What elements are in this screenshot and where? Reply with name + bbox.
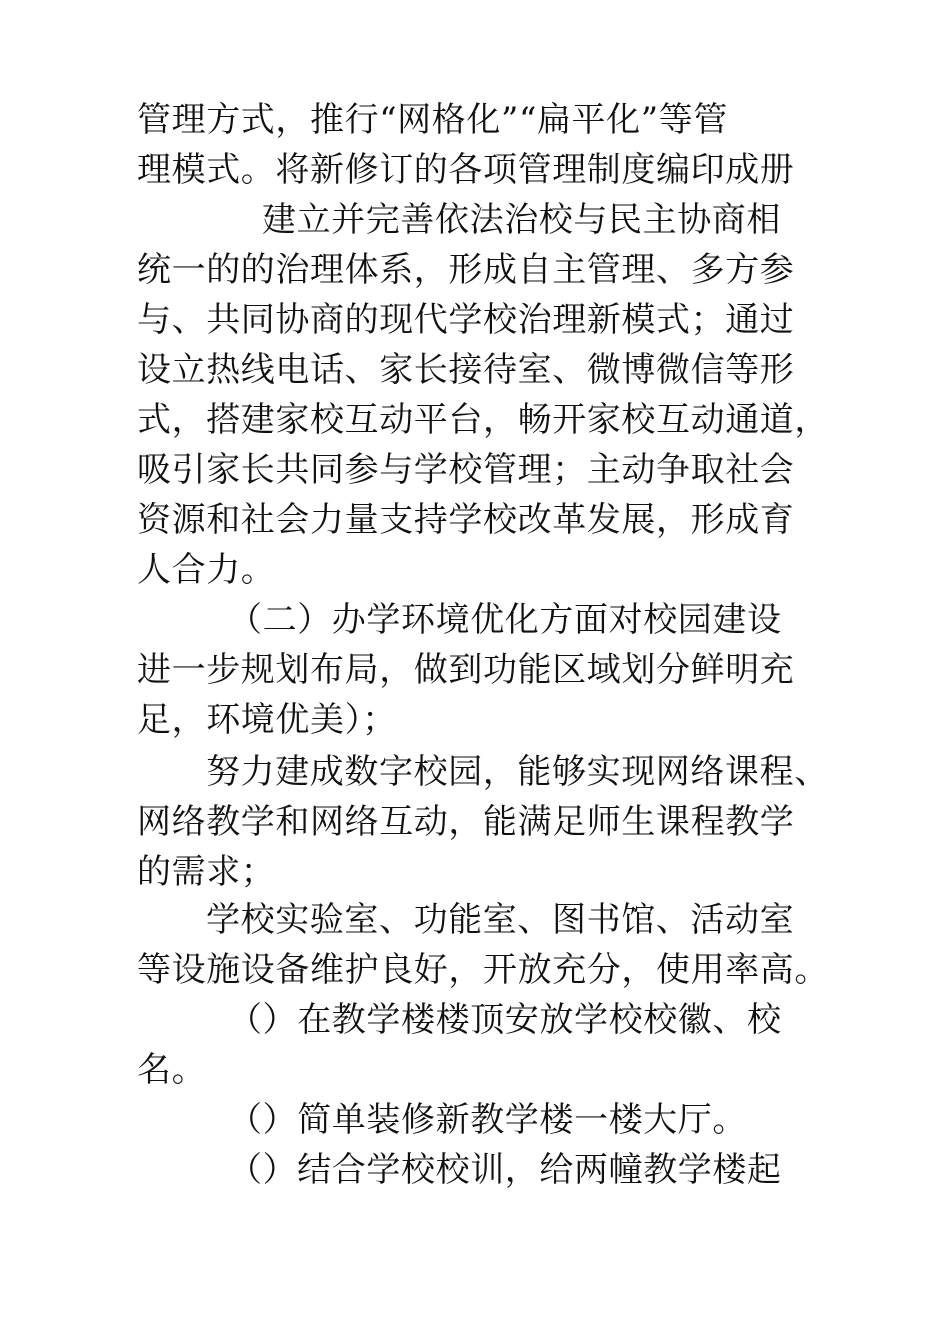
text-line: 网络教学和网络互动，能满足师生课程教学 [137, 802, 795, 842]
text-line: 管理方式，推行“网格化”“扁平化”等管 [137, 100, 728, 140]
text-line: 等设施设备维护良好，开放充分，使用率高。 [137, 950, 829, 990]
text-line: 人合力。 [137, 550, 276, 590]
text-line: （）结合学校校训，给两幢教学楼起 [228, 1150, 782, 1190]
text-line: 设立热线电话、家长接待室、微博微信等形 [137, 350, 795, 390]
text-line: 资源和社会力量支持学校改革发展，形成育 [137, 500, 795, 540]
text-line: 名。 [137, 1050, 207, 1090]
text-line: 的需求； [137, 852, 276, 892]
text-line: 努力建成数字校园，能够实现网络课程、 [206, 752, 829, 792]
text-line: （）在教学楼楼顶安放学校校徽、校 [228, 1000, 782, 1040]
text-line: 理模式。将新修订的各项管理制度编印成册 [137, 150, 795, 190]
text-line: （二）办学环境优化方面对校园建设 [228, 600, 782, 640]
text-line: 足，环境优美）； [137, 700, 397, 740]
text-line: 建立并完善依法治校与民主协商相 [262, 200, 781, 240]
text-line: 学校实验室、功能室、图书馆、活动室 [206, 900, 795, 940]
text-line: 进一步规划布局，做到功能区域划分鲜明充 [137, 650, 795, 690]
text-line: 式，搭建家校互动平台，畅开家校互动通道， [137, 400, 829, 440]
text-line: （）简单装修新教学楼一楼大厅。 [228, 1100, 747, 1140]
text-line: 与、共同协商的现代学校治理新模式；通过 [137, 300, 795, 340]
text-line: 统一的的治理体系，形成自主管理、多方参 [137, 250, 795, 290]
text-line: 吸引家长共同参与学校管理；主动争取社会 [137, 450, 795, 490]
